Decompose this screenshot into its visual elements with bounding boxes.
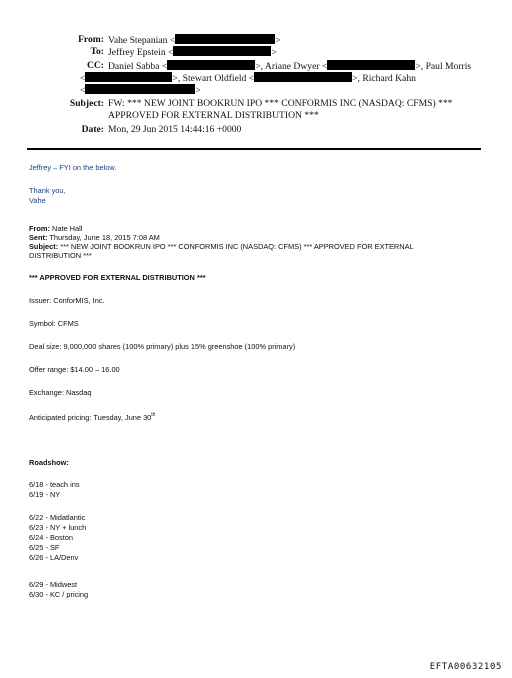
fwd-sent-value: Thursday, June 18, 2015 7:08 AM <box>49 233 160 242</box>
to-value: Jeffrey Epstein < > <box>108 47 277 58</box>
approved-heading: *** APPROVED FOR EXTERNAL DISTRIBUTION *** <box>29 273 206 282</box>
cc-line-2: < >, Stewart Oldfield < >, Richard Kahn <box>80 73 416 84</box>
redaction-block <box>85 72 172 82</box>
offer-range-line: Offer range: $14.00 – 16.00 <box>29 365 120 374</box>
symbol-line: Symbol: CFMS <box>29 319 79 328</box>
exchange-line: Exchange: Nasdaq <box>29 388 92 397</box>
from-value: Vahe Stepanian < > <box>108 35 281 46</box>
date-label: Date: <box>81 124 104 135</box>
fwd-subject-line-1: *** NEW JOINT BOOKRUN IPO *** CONFORMIS INC (NASDAQ: CFMS) *** APPROVED FOR EXTERNAL <box>60 242 414 251</box>
pricing-text: Anticipated pricing: Tuesday, June 30 <box>29 413 152 422</box>
intro-line: Jeffrey – FYI on the below. <box>29 163 117 172</box>
cc-name-3: Paul Morris <box>425 61 472 72</box>
cc-name-5: Richard Kahn <box>362 73 416 84</box>
redaction-block <box>167 60 255 70</box>
roadshow-item: 6/18 - teach ins <box>29 480 80 489</box>
redaction-block <box>85 84 195 94</box>
fwd-from-label: From: <box>29 224 50 233</box>
redaction-block <box>327 60 415 70</box>
redaction-block <box>254 72 352 82</box>
issuer-line: Issuer: ConforMIS, Inc. <box>29 296 105 305</box>
fwd-from-value: Nate Hall <box>52 224 83 233</box>
date-value: Mon, 29 Jun 2015 14:44:16 +0000 <box>108 124 242 135</box>
fwd-subject-line-2: DISTRIBUTION *** <box>29 251 92 260</box>
from-label: From: <box>78 34 104 45</box>
roadshow-item: 6/26 - LA/Denv <box>29 553 79 562</box>
roadshow-heading: Roadshow: <box>29 458 69 467</box>
deal-size-line: Deal size: 9,000,000 shares (100% primary) plus 15% greenshoe (100% primary) <box>29 342 296 351</box>
redaction-block <box>175 34 275 44</box>
fwd-subject-row <box>29 242 414 251</box>
fwd-subject-label: Subject: <box>29 242 59 251</box>
cc-line-1: Daniel Sabba < >, Ariane Dwyer < >, Paul Morris <box>108 61 472 72</box>
fwd-sent-row <box>29 233 160 242</box>
cc-name-2: Ariane Dwyer <box>264 61 320 72</box>
roadshow-item: 6/29 - Midwest <box>29 580 78 589</box>
roadshow-item: 6/24 - Boston <box>29 533 73 542</box>
roadshow-item: 6/19 - NY <box>29 490 61 499</box>
fwd-from-row <box>29 224 82 233</box>
roadshow-item: 6/23 - NY + lunch <box>29 523 87 532</box>
subject-line-2: APPROVED FOR EXTERNAL DISTRIBUTION *** <box>108 110 319 121</box>
signature-line: Vahe <box>29 196 46 205</box>
subject-label: Subject: <box>69 98 104 109</box>
roadshow-item: 6/22 - Midatlantic <box>29 513 86 522</box>
thanks-line: Thank you, <box>29 186 66 195</box>
cc-name-4: Stewart Oldfield <box>182 73 247 84</box>
roadshow-item: 6/25 - SF <box>29 543 60 552</box>
document-id: EFTA00632105 <box>429 662 502 672</box>
cc-name-1: Daniel Sabba <box>108 61 160 72</box>
roadshow-item: 6/30 - KC / pricing <box>29 590 89 599</box>
to-name: Jeffrey Epstein <box>108 47 166 58</box>
fwd-sent-label: Sent: <box>29 233 48 242</box>
redaction-block <box>173 46 271 56</box>
from-name: Vahe Stepanian <box>108 35 168 46</box>
pricing-superscript: th <box>151 412 156 418</box>
header-divider <box>27 148 481 150</box>
cc-line-3: < > <box>80 85 201 96</box>
pricing-line <box>29 411 155 422</box>
to-label: To: <box>90 46 104 57</box>
subject-line-1: FW: *** NEW JOINT BOOKRUN IPO *** CONFORMIS INC (NASDAQ: CFMS) *** <box>108 98 453 109</box>
cc-label: CC: <box>86 60 104 71</box>
